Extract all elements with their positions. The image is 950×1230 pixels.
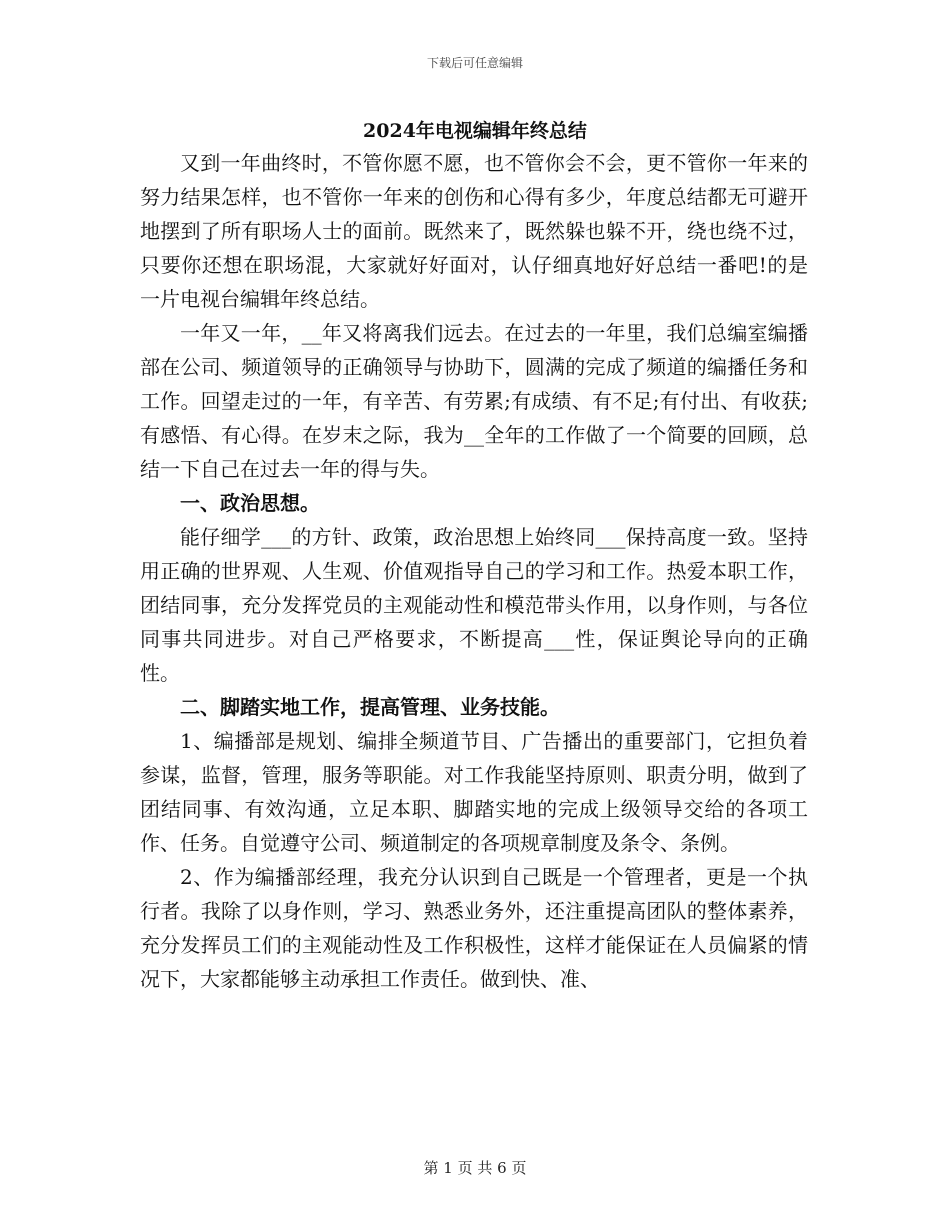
paragraph-intro: 又到一年曲终时，不管你愿不愿，也不管你会不会，更不管你一年来的努力结果怎样，也不管你一年来的创伤和心得有多少，年度总结都无可避开地摆到了所有职场人士的面前。既然来了，既然躲也躲不开，绕也绕不过，只要你还想在职场混，大家就好好面对，认仔细真地好好总结一番吧!的是一片电视台编辑年终总结。 xyxy=(140,151,808,311)
section-heading-work: 二、脚踏实地工作，提高管理、业务技能。 xyxy=(180,695,560,719)
paragraph-work-2: 2、作为编播部经理，我充分认识到自己既是一个管理者，更是一个执行者。我除了以身作则，学习、熟悉业务外，还注重提高团队的整体素养，充分发挥员工们的主观能动性及工作积极性，这样才能保证在人员偏紧的情况下，大家都能够主动承担工作责任。做到快、准、 xyxy=(140,865,808,991)
section-heading-politics: 一、政治思想。 xyxy=(180,491,320,515)
document-title: 2024年电视编辑年终总结 xyxy=(363,120,587,142)
page-number: 第 1 页 共 6 页 xyxy=(423,1159,527,1177)
paragraph-overview: 一年又一年，__年又将离我们远去。在过去的一年里，我们总编室编播部在公司、频道领导的正确领导与协助下，圆满的完成了频道的编播任务和工作。回望走过的一年，有辛苦、有劳累;有成绩、有不足;有付出、有收获;有感悟、有心得。在岁末之际，我为__全年的工作做了一个简要的回顾，总结一下自己在过去一年的得与失。 xyxy=(140,321,808,481)
header-note: 下载后可任意编辑 xyxy=(426,56,523,70)
document-body xyxy=(140,146,808,996)
paragraph-politics: 能仔细学___的方针、政策，政治思想上始终同___保持高度一致。坚持用正确的世界观、人生观、价值观指导自己的学习和工作。热爱本职工作，团结同事，充分发挥党员的主观能动性和模范带头作用，以身作则，与各位同事共同进步。对自己严格要求，不断提高___性，保证舆论导向的正确性。 xyxy=(140,525,808,685)
paragraph-work-1: 1、编播部是规划、编排全频道节目、广告播出的重要部门，它担负着参谋，监督，管理，服务等职能。对工作我能坚持原则、职责分明，做到了团结同事、有效沟通，立足本职、脚踏实地的完成上级领导交给的各项工作、任务。自觉遵守公司、频道制定的各项规章制度及条令、条例。 xyxy=(140,729,808,855)
